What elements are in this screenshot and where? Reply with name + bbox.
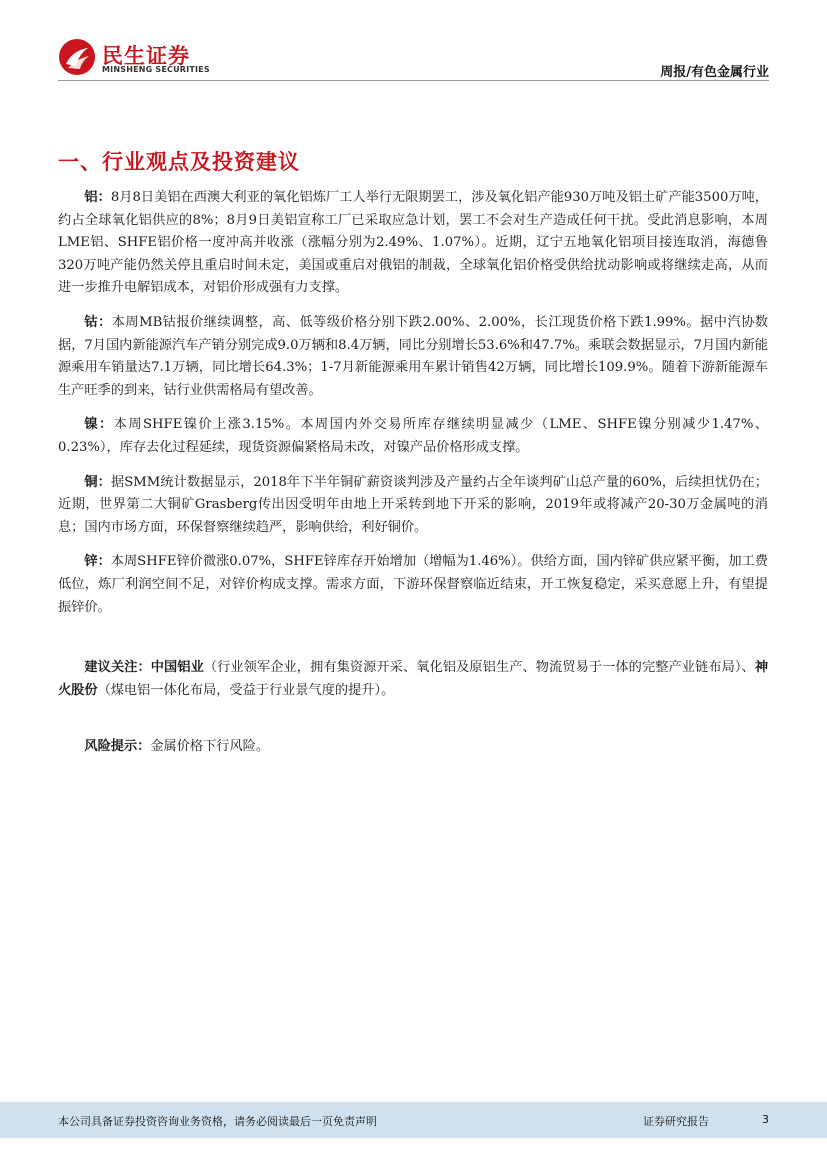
paragraph-recommendation — [58, 657, 768, 702]
paragraph-copper — [58, 472, 768, 540]
paragraph-nickel — [58, 414, 768, 459]
page-number: 3 — [762, 1113, 769, 1126]
minsheng-logo — [58, 38, 208, 80]
paragraph-text: 8月8日美铝在西澳大利亚的氧化铝炼厂工人举行无限期罢工，涉及氧化铝产能930万吨及铝土矿产能3500万吨，约占全球氧化铝供应的8%；8月9日美铝宣称工厂已采取应急计划，罢工不会对生产造成任何干扰。受此消息影响，本周LME铝、SHFE铝价格一度冲高并收涨（涨幅分别为2.49%、1.07%）。近期，辽宁五地氧化铝项目接连取消，海德鲁320万吨产能仍然关停且重启时间未定，美国或重启对俄铝的制裁，全球氧化铝价格受供给扰动影响或将继续走高，从而进一步推升电解铝成本，对铝价形成强有力支撑。 — [58, 190, 768, 296]
footer-label: 证券研究报告 — [643, 1115, 709, 1128]
footer-disclaimer: 本公司具备证券投资咨询业务资格，请务必阅读最后一页免责声明 — [58, 1115, 377, 1128]
paragraph-risk — [58, 736, 768, 759]
logo-english-name: MINSHENG SECURITIES — [102, 65, 210, 74]
paragraph-lead: 钴： — [84, 314, 112, 330]
recommend-stock-shenhuo: 神火股份 — [58, 660, 769, 698]
paragraph-lead: 锌： — [84, 554, 111, 570]
logo-chinese-name: 民生证券 — [102, 44, 190, 68]
minsheng-logo-icon — [58, 38, 96, 76]
body-text — [58, 187, 768, 759]
page-header — [0, 0, 827, 82]
paragraph-aluminum — [58, 187, 768, 300]
recommend-lead: 建议关注： — [84, 660, 151, 676]
recommend-desc: （行业领军企业，拥有集资源开采、氧化铝及原铝生产、物流贸易于一体的完整产业链布局）、 — [203, 660, 755, 676]
paragraph-text: 本周SHFE锌价微涨0.07%，SHFE锌库存开始增加（增幅为1.46%）。供给方面，国内锌矿供应紧平衡，加工费低位，炼厂利润空间不足，对锌价构成支撑。需求方面，下游环保督察临近结束，开工恢复稳定，采买意愿上升，有望提振锌价。 — [58, 554, 768, 615]
header-divider — [58, 80, 769, 81]
page-footer — [0, 1102, 827, 1138]
paragraph-lead: 铜： — [84, 474, 111, 490]
paragraph-cobalt — [58, 312, 768, 402]
paragraph-text: 据SMM统计数据显示，2018年下半年铜矿薪资谈判涉及产量约占全年谈判矿山总产量的60%，后续担忧仍在；近期，世界第二大铜矿Grasberg传出因受明年由地上开采转到地下开采的影响，2019年或将减产20-30万金属吨的消息；国内市场方面，环保督察继续趋严，影响供给，利好铜价。 — [58, 474, 768, 535]
recommend-stock-chalco: 中国铝业 — [150, 660, 204, 676]
recommend-desc: （煤电铝一体化布局，受益于行业景气度的提升）。 — [97, 682, 395, 698]
paragraph-zinc — [58, 551, 768, 619]
paragraph-text: 本周SHFE镍价上涨3.15%。本周国内外交易所库存继续明显减少（LME、SHFE镍分别减少1.47%、0.23%），库存去化过程延续，现货资源偏紧格局未改，对镍产品价格形成支撑。 — [58, 417, 769, 455]
paragraph-lead: 铝： — [84, 190, 111, 205]
report-type: 周报/有色金属行业 — [660, 65, 769, 80]
paragraph-text: 本周MB钴报价继续调整，高、低等级价格分别下跌2.00%、2.00%，长江现货价格下跌1.99%。据中汽协数据，7月国内新能源汽车产销分别完成9.0万辆和8.4万辆，同比分别增长53.6%和47.7%。乘联会数据显示，7月国内新能源乘用车销量达7.1万辆，同比增长64.3%；1-7月新能源乘用车累计销售42万辆，同比增长109.9%。随着下游新能源车生产旺季的到来，钴行业供需格局有望改善。 — [58, 314, 769, 398]
risk-text: 金属价格下行风险。 — [150, 739, 270, 755]
paragraph-lead: 镍： — [84, 417, 114, 433]
risk-lead: 风险提示： — [84, 739, 151, 755]
section-title: 一、行业观点及投资建议 — [58, 150, 300, 174]
